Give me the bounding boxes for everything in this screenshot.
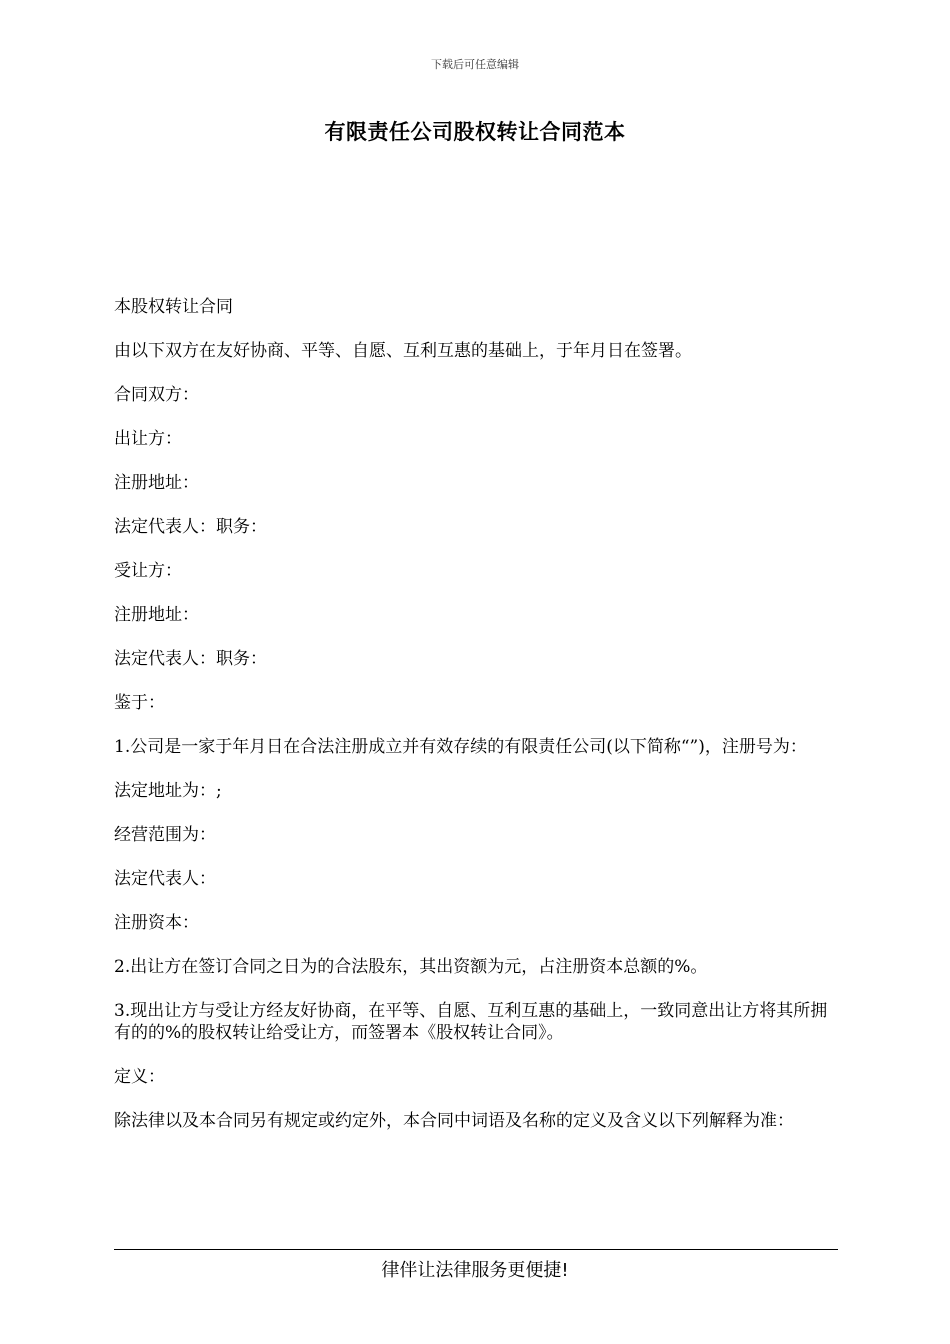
paragraph: 法定代表人： (114, 869, 216, 889)
paragraph: 1.公司是一家于年月日在合法注册成立并有效存续的有限责任公司(以下简称“”)，注册号为： (114, 737, 807, 757)
paragraph: 法定代表人：职务： (114, 517, 267, 537)
paragraph: 3.现出让方与受让方经友好协商，在平等、自愿、互利互惠的基础上，一致同意出让方将其所拥有的的%的股权转让给受让方，而签署本《股权转让合同》。 (114, 1001, 828, 1043)
document-body (114, 296, 838, 1132)
paragraph: 注册地址： (114, 473, 199, 493)
paragraph: 除法律以及本合同另有规定或约定外，本合同中词语及名称的定义及含义以下列解释为准： (114, 1111, 794, 1131)
paragraph: 出让方： (114, 429, 182, 449)
paragraph: 注册地址： (114, 605, 199, 625)
paragraph: 法定代表人：职务： (114, 649, 267, 669)
footer-divider (114, 1249, 838, 1250)
paragraph: 注册资本： (114, 913, 199, 933)
paragraph: 定义： (114, 1067, 165, 1087)
paragraph: 鉴于： (114, 693, 165, 713)
footer-slogan: 律伴让法律服务更便捷! (381, 1260, 569, 1281)
paragraph: 合同双方： (114, 385, 199, 405)
paragraph: 经营范围为： (114, 825, 216, 845)
header-note: 下载后可任意编辑 (431, 58, 519, 71)
paragraph: 由以下双方在友好协商、平等、自愿、互利互惠的基础上，于年月日在签署。 (114, 341, 692, 361)
paragraph: 2.出让方在签订合同之日为的合法股东，其出资额为元，占注册资本总额的%。 (114, 957, 708, 977)
paragraph: 法定地址为：; (114, 781, 222, 801)
paragraph: 受让方： (114, 561, 182, 581)
paragraph: 本股权转让合同 (114, 297, 233, 317)
document-title: 有限责任公司股权转让合同范本 (324, 120, 626, 144)
